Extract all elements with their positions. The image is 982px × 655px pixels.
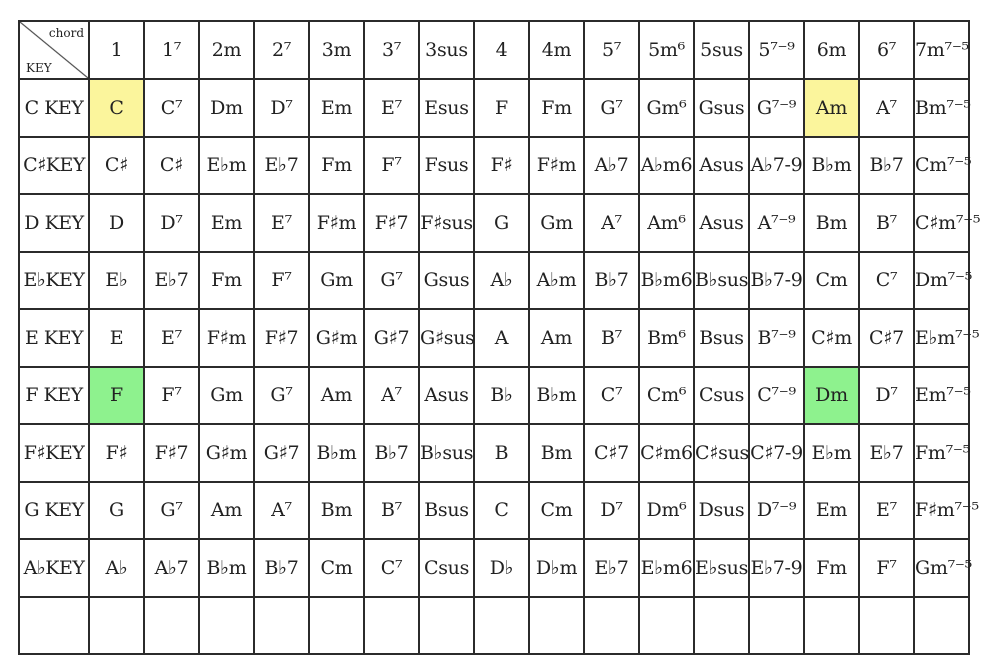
chord-cell: Cm xyxy=(804,252,859,310)
chord-cell: D⁷ xyxy=(254,79,309,137)
chord-cell: B⁷⁻⁹ xyxy=(749,309,804,367)
chord-cell: G⁷⁻⁹ xyxy=(749,79,804,137)
chord-cell xyxy=(474,597,529,655)
chord-cell: Bm⁶ xyxy=(639,309,694,367)
degree-header: 4m xyxy=(529,21,584,79)
chord-cell: G♯7 xyxy=(364,309,419,367)
degree-header: 6⁷ xyxy=(859,21,914,79)
chord-cell: B♭7 xyxy=(254,539,309,597)
chord-cell: A♭ xyxy=(89,539,144,597)
chord-cell: G xyxy=(89,482,144,540)
chord-cell xyxy=(309,597,364,655)
chord-cell: B♭sus xyxy=(694,252,749,310)
chord-cell: Gsus xyxy=(694,79,749,137)
chord-cell xyxy=(364,597,419,655)
chord-cell: Asus xyxy=(419,367,474,425)
chord-cell: E♭7 xyxy=(859,424,914,482)
chord-cell: A♭m6 xyxy=(639,137,694,195)
chord-cell: G♯7 xyxy=(254,424,309,482)
key-label: D KEY xyxy=(19,194,89,252)
chord-cell: C⁷ xyxy=(584,367,639,425)
key-row xyxy=(19,194,969,252)
chord-cell: B♭m xyxy=(309,424,364,482)
chord-cell: B♭m xyxy=(529,367,584,425)
chord-cell: F♯sus xyxy=(419,194,474,252)
chord-cell: E♭sus xyxy=(694,539,749,597)
degree-header: 6m xyxy=(804,21,859,79)
chord-cell: D♭ xyxy=(474,539,529,597)
chord-cell: B♭m6 xyxy=(639,252,694,310)
chord-cell: E♭ xyxy=(89,252,144,310)
chord-cell: Fm xyxy=(199,252,254,310)
chord-cell xyxy=(749,597,804,655)
chord-cell: Bm xyxy=(804,194,859,252)
key-row xyxy=(19,137,969,195)
chord-cell: Dm xyxy=(199,79,254,137)
chord-cell xyxy=(914,597,969,655)
chord-cell: A♭ xyxy=(474,252,529,310)
key-label: C♯KEY xyxy=(19,137,89,195)
key-label: F KEY xyxy=(19,367,89,425)
chord-cell: E♭7 xyxy=(254,137,309,195)
degree-header: 5sus xyxy=(694,21,749,79)
chord-cell xyxy=(529,597,584,655)
chord-cell: F⁷ xyxy=(859,539,914,597)
chord-cell: F xyxy=(89,367,144,425)
chord-cell: F♯7 xyxy=(364,194,419,252)
chord-cell: Am⁶ xyxy=(639,194,694,252)
corner-cell xyxy=(19,21,89,79)
chord-cell: G⁷ xyxy=(254,367,309,425)
chord-cell xyxy=(639,597,694,655)
chord-cell: E♭7-9 xyxy=(749,539,804,597)
chord-cell: B♭7 xyxy=(584,252,639,310)
chord-cell: Dm⁷⁻⁵ xyxy=(914,252,969,310)
chord-cell: Gm xyxy=(309,252,364,310)
chord-cell xyxy=(144,597,199,655)
degree-header: 3m xyxy=(309,21,364,79)
chord-cell: E♭m6 xyxy=(639,539,694,597)
chord-cell: Em xyxy=(804,482,859,540)
chord-cell: D⁷ xyxy=(859,367,914,425)
chord-cell: B♭m xyxy=(804,137,859,195)
chord-cell: C⁷ xyxy=(859,252,914,310)
degree-header: 2m xyxy=(199,21,254,79)
chord-cell: Em xyxy=(199,194,254,252)
chord-cell xyxy=(694,597,749,655)
chord-cell: G⁷ xyxy=(584,79,639,137)
chord-cell: B♭m xyxy=(199,539,254,597)
chord-cell: Dm⁶ xyxy=(639,482,694,540)
chord-cell: F⁷ xyxy=(144,367,199,425)
chord-cell: Esus xyxy=(419,79,474,137)
chord-cell: F♯ xyxy=(474,137,529,195)
chord-cell: E♭7 xyxy=(144,252,199,310)
chord-cell: Cm⁷⁻⁵ xyxy=(914,137,969,195)
key-label: C KEY xyxy=(19,79,89,137)
degree-header: 3sus xyxy=(419,21,474,79)
chord-cell: Dm xyxy=(804,367,859,425)
chord-cell: Fm xyxy=(529,79,584,137)
chord-cell: C♯m xyxy=(804,309,859,367)
key-row xyxy=(19,79,969,137)
chord-cell: A♭m xyxy=(529,252,584,310)
chord-cell: Am xyxy=(529,309,584,367)
chord-cell: A♭7-9 xyxy=(749,137,804,195)
key-row xyxy=(19,252,969,310)
chord-cell: B♭7 xyxy=(364,424,419,482)
degree-header: 1 xyxy=(89,21,144,79)
chord-cell: A⁷ xyxy=(254,482,309,540)
chord-cell: C♯m6 xyxy=(639,424,694,482)
chord-cell: D⁷ xyxy=(144,194,199,252)
chord-cell: F⁷ xyxy=(254,252,309,310)
chord-cell: Gsus xyxy=(419,252,474,310)
chord-cell xyxy=(859,597,914,655)
chord-cell: C⁷ xyxy=(364,539,419,597)
header-row xyxy=(19,21,969,79)
degree-header: 4 xyxy=(474,21,529,79)
chord-cell: A♭7 xyxy=(144,539,199,597)
chord-cell: F xyxy=(474,79,529,137)
degree-header: 5⁷⁻⁹ xyxy=(749,21,804,79)
chord-cell: F♯7 xyxy=(254,309,309,367)
key-row xyxy=(19,367,969,425)
degree-header: 7m⁷⁻⁵ xyxy=(914,21,969,79)
chord-cell: C xyxy=(474,482,529,540)
chord-cell: E⁷ xyxy=(254,194,309,252)
degree-header: 5⁷ xyxy=(584,21,639,79)
chord-cell: G xyxy=(474,194,529,252)
chord-cell: C♯sus xyxy=(694,424,749,482)
chord-cell: Bm⁷⁻⁵ xyxy=(914,79,969,137)
chord-cell: C♯ xyxy=(144,137,199,195)
chord-cell: C♯7-9 xyxy=(749,424,804,482)
chord-cell xyxy=(804,597,859,655)
chord-cell: Bm xyxy=(529,424,584,482)
degree-header: 2⁷ xyxy=(254,21,309,79)
chord-cell: Em⁷⁻⁵ xyxy=(914,367,969,425)
chord-cell: Cm⁶ xyxy=(639,367,694,425)
chord-cell: E♭m⁷⁻⁵ xyxy=(914,309,969,367)
chord-cell xyxy=(89,597,144,655)
chord-cell: Cm xyxy=(529,482,584,540)
chord-cell: F♯ xyxy=(89,424,144,482)
chord-cell: Gm⁶ xyxy=(639,79,694,137)
chord-cell: Am xyxy=(804,79,859,137)
chord-cell: A♭7 xyxy=(584,137,639,195)
chord-chart-body xyxy=(19,21,981,654)
chord-cell: D⁷ xyxy=(584,482,639,540)
chord-cell: E♭m xyxy=(804,424,859,482)
chord-cell: Asus xyxy=(694,137,749,195)
degree-header: 1⁷ xyxy=(144,21,199,79)
chord-cell: F♯m xyxy=(199,309,254,367)
chord-cell: E⁷ xyxy=(364,79,419,137)
chord-cell: B♭ xyxy=(474,367,529,425)
chord-cell: Bsus xyxy=(694,309,749,367)
chord-cell xyxy=(254,597,309,655)
chord-cell: B⁷ xyxy=(364,482,419,540)
chord-cell: C♯m⁷⁻⁵ xyxy=(914,194,969,252)
key-row xyxy=(19,482,969,540)
chord-cell xyxy=(419,597,474,655)
chord-cell: D xyxy=(89,194,144,252)
chord-cell: F♯m xyxy=(529,137,584,195)
chord-cell: A⁷ xyxy=(364,367,419,425)
chord-cell: A⁷⁻⁹ xyxy=(749,194,804,252)
chord-cell: Asus xyxy=(694,194,749,252)
chord-cell: B♭sus xyxy=(419,424,474,482)
chord-cell: C♯7 xyxy=(859,309,914,367)
chord-cell: G⁷ xyxy=(144,482,199,540)
corner-chord-label: chord xyxy=(48,26,84,40)
chord-cell: E⁷ xyxy=(859,482,914,540)
chord-cell: B♭7 xyxy=(859,137,914,195)
chord-cell: F⁷ xyxy=(364,137,419,195)
chord-cell: Cm xyxy=(309,539,364,597)
key-label xyxy=(19,597,89,655)
chord-cell: F♯m⁷⁻⁵ xyxy=(914,482,969,540)
chord-chart-table xyxy=(18,20,981,655)
chord-cell: C⁷ xyxy=(144,79,199,137)
chord-cell: B♭7-9 xyxy=(749,252,804,310)
chord-cell: Dsus xyxy=(694,482,749,540)
chord-cell: E xyxy=(89,309,144,367)
key-row xyxy=(19,539,969,597)
corner-key-label: KEY xyxy=(26,61,52,75)
chord-cell: Csus xyxy=(694,367,749,425)
chord-cell xyxy=(584,597,639,655)
chord-cell: F♯m xyxy=(309,194,364,252)
chord-cell: G♯m xyxy=(309,309,364,367)
key-row xyxy=(19,597,969,655)
chord-cell xyxy=(199,597,254,655)
chord-cell: Fm xyxy=(309,137,364,195)
chord-cell: Bsus xyxy=(419,482,474,540)
chord-cell: E♭m xyxy=(199,137,254,195)
chord-cell: Csus xyxy=(419,539,474,597)
degree-header: 5m⁶ xyxy=(639,21,694,79)
chord-cell: D⁷⁻⁹ xyxy=(749,482,804,540)
chord-cell: G♯m xyxy=(199,424,254,482)
chord-cell: Fm⁷⁻⁵ xyxy=(914,424,969,482)
chord-cell: D♭m xyxy=(529,539,584,597)
key-row xyxy=(19,309,969,367)
chord-cell: A xyxy=(474,309,529,367)
chord-cell: Am xyxy=(309,367,364,425)
chord-cell: Gm xyxy=(199,367,254,425)
chord-cell: E⁷ xyxy=(144,309,199,367)
key-label: F♯KEY xyxy=(19,424,89,482)
chord-cell: G⁷ xyxy=(364,252,419,310)
key-row xyxy=(19,424,969,482)
chord-cell: Gm⁷⁻⁵ xyxy=(914,539,969,597)
chord-cell: G♯sus xyxy=(419,309,474,367)
chord-cell: C⁷⁻⁹ xyxy=(749,367,804,425)
degree-header: 3⁷ xyxy=(364,21,419,79)
chord-cell: B⁷ xyxy=(859,194,914,252)
chord-cell: C♯7 xyxy=(584,424,639,482)
chord-cell: A⁷ xyxy=(584,194,639,252)
chord-cell: C♯ xyxy=(89,137,144,195)
chord-cell: Fm xyxy=(804,539,859,597)
chord-cell: C xyxy=(89,79,144,137)
key-label: E♭KEY xyxy=(19,252,89,310)
key-label: A♭KEY xyxy=(19,539,89,597)
chord-cell: B⁷ xyxy=(584,309,639,367)
chord-cell: Bm xyxy=(309,482,364,540)
chord-cell: Am xyxy=(199,482,254,540)
chord-cell: A⁷ xyxy=(859,79,914,137)
chord-cell: Fsus xyxy=(419,137,474,195)
chord-cell: Em xyxy=(309,79,364,137)
key-label: E KEY xyxy=(19,309,89,367)
chord-cell: B xyxy=(474,424,529,482)
key-label: G KEY xyxy=(19,482,89,540)
chord-cell: Gm xyxy=(529,194,584,252)
chord-cell: E♭7 xyxy=(584,539,639,597)
chord-cell: F♯7 xyxy=(144,424,199,482)
